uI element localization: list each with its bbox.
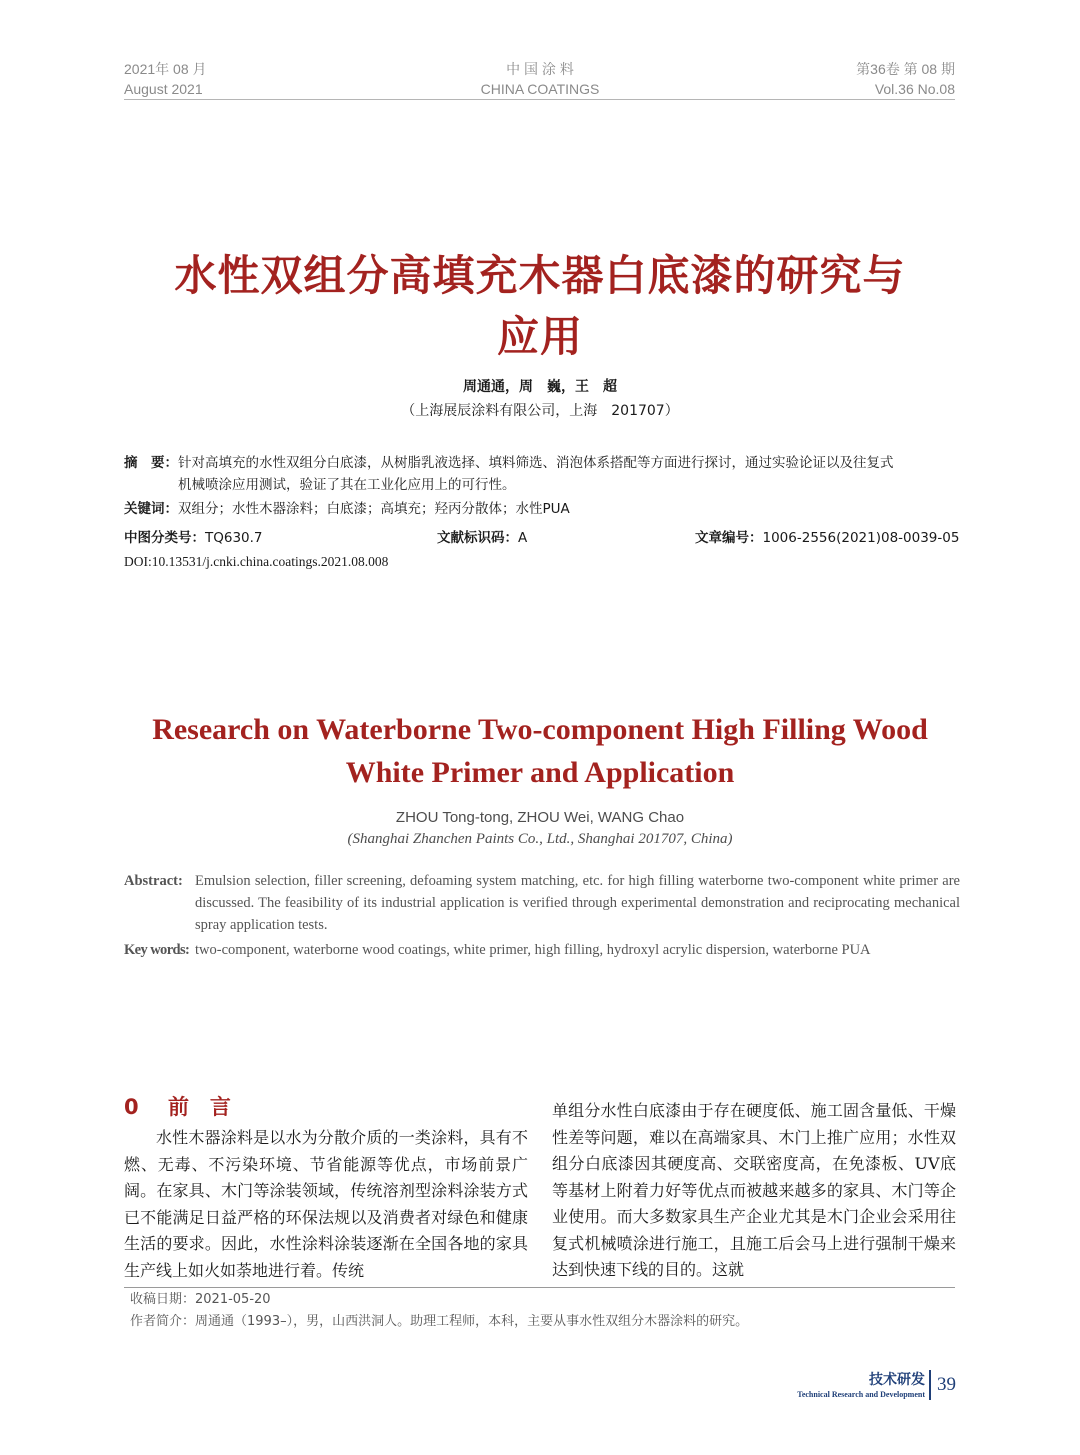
authors-cn: 周通通，周 巍，王 超 [463, 379, 617, 395]
keywords-en [124, 939, 960, 961]
title-en-line2: White Primer and Application [345, 756, 735, 789]
header-divider [124, 99, 955, 100]
page-number: 39 [937, 1374, 956, 1395]
affiliation-cn: （上海展辰涂料有限公司，上海 201707） [401, 403, 679, 419]
abstract-cn-label: 摘 要： [124, 455, 178, 471]
abstract-cn-line1: 针对高填充的水性双组分白底漆，从树脂乳液选择、填料筛选、消泡体系搭配等方面进行探讨，通过实验论证以及往复式 [178, 455, 894, 471]
body-left-column [124, 1125, 528, 1284]
body-left-paragraph: 水性木器涂料是以水为分散介质的一类涂料，具有不燃、无毒、不污染环境、节省能源等优点，市场前景广阔。在家具、木门等涂装领域，传统溶剂型涂料涂装方式已不能满足日益严格的环保法规以及消费者对绿色和健康生活的要求。因此，水性涂料涂装逐渐在全国各地的家具生产线上如火如荼地进行着。传统 [124, 1128, 528, 1280]
header-right [856, 59, 955, 99]
footnote-received: 收稿日期：2021-05-20 [130, 1292, 271, 1307]
body-right-paragraph: 单组分水性白底漆由于存在硬度低、施工固含量低、干燥性差等问题，难以在高端家具、木门上推广应用；水性双组分白底漆因其硬度高、交联密度高，在免漆板、UV底等基材上附着力好等优点而被越来越多的家具、木门等企业使用。而大多数家具生产企业尤其是木门企业会采用往复式机械喷涂进行施工，且施工后会马上进行强制干燥来达到快速下线的目的。这就 [552, 1101, 956, 1279]
header-date-en: August 2021 [124, 81, 203, 97]
title-cn-line1: 水性双组分高填充木器白底漆的研究与 [174, 251, 906, 300]
title-cn-line2: 应用 [496, 312, 583, 361]
footnote-author-bio: 作者简介：周通通（1993–），男，山西洪洞人。助理工程师，本科，主要从事水性双组分木器涂料的研究。 [130, 1314, 749, 1329]
body-right-column [552, 1098, 956, 1284]
header-volume-cn: 第36卷 第 08 期 [856, 61, 955, 77]
abstract-en-label: Abstract: [124, 873, 183, 889]
header-date-cn: 2021年 08 月 [124, 61, 207, 77]
keywords-en-label: Key words: [124, 942, 190, 958]
abstract-cn-line2: 机械喷涂应用测试，验证了其在工业化应用上的可行性。 [178, 477, 516, 493]
clc-number: 中图分类号：TQ630.7 [124, 530, 263, 546]
keywords-cn-text: 双组分；水性木器涂料；白底漆；高填充；羟丙分散体；水性PUA [178, 501, 570, 517]
footer-section-cn: 技术研发 [869, 1372, 925, 1388]
section-number: 0 [124, 1095, 139, 1119]
footer-divider [929, 1370, 931, 1400]
doi: DOI:10.13531/j.cnki.china.coatings.2021.08.008 [124, 554, 389, 569]
keywords-en-text: two-component, waterborne wood coatings, white primer, high filling, hydroxyl acrylic dispersion, waterborne PUA [195, 942, 871, 958]
affiliation-en: (Shanghai Zhanchen Paints Co., Ltd., Shanghai 201707, China) [347, 831, 733, 847]
section-heading [124, 1091, 231, 1121]
keywords-cn-label: 关键词： [124, 501, 178, 517]
section-title: 前 言 [167, 1095, 231, 1119]
abstract-cn [124, 452, 960, 496]
abstract-en-text: Emulsion selection, filler screening, defoaming system matching, etc. for high filling waterborne two-component white primer are discussed. The feasibility of its industrial application is verified through experimental demonstration and reciprocating mechanical spray application tests. [195, 873, 960, 933]
keywords-cn [124, 498, 960, 520]
header-volume-en: Vol.36 No.08 [874, 81, 955, 97]
article-number: 文章编号：1006-2556(2021)08-0039-05 [695, 530, 960, 546]
header-center [440, 59, 640, 99]
document-code: 文献标识码：A [437, 530, 528, 546]
footer-section-label [797, 1371, 925, 1401]
footnote [130, 1289, 960, 1333]
title-en-line1: Research on Waterborne Two-component High Filling Wood [152, 713, 928, 746]
abstract-en [124, 870, 960, 936]
authors-en: ZHOU Tong-tong, ZHOU Wei, WANG Chao [395, 809, 685, 826]
header-journal-en: CHINA COATINGS [480, 81, 600, 97]
footer-section-en: Technical Research and Development [797, 1390, 925, 1399]
header-journal-cn: 中 国 涂 料 [506, 61, 574, 77]
footnote-divider [124, 1287, 955, 1288]
header-left [124, 59, 207, 99]
